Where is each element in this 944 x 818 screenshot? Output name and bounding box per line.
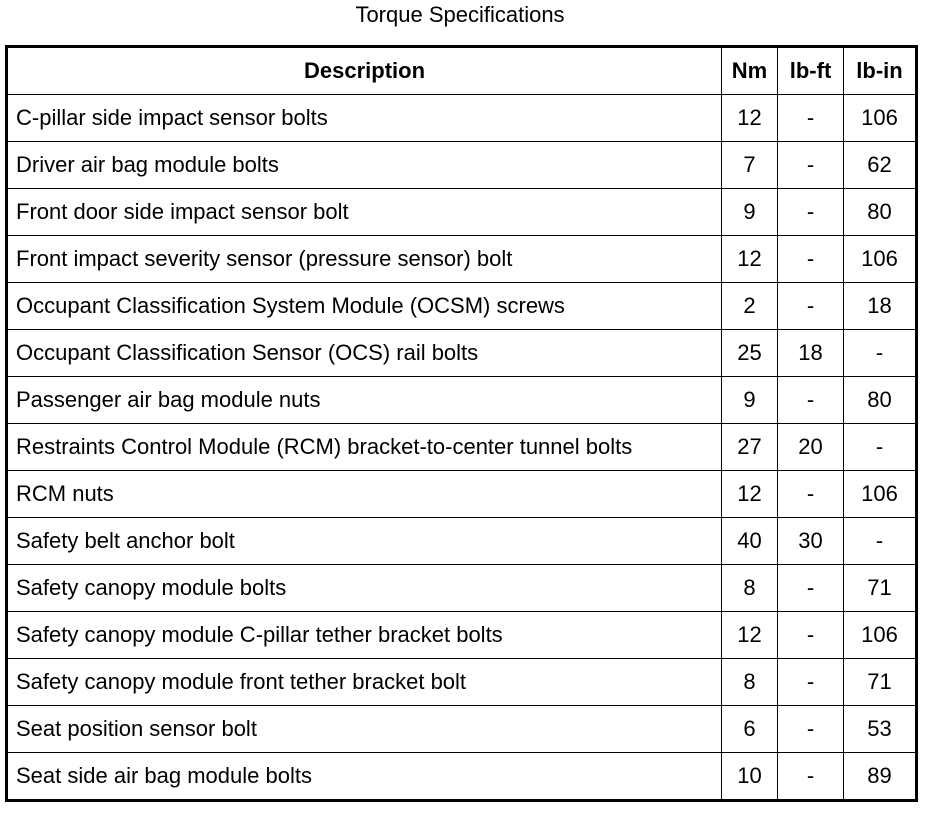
cell-lbft: - bbox=[778, 236, 844, 283]
cell-description: Front door side impact sensor bolt bbox=[7, 189, 722, 236]
table-row bbox=[7, 518, 917, 565]
cell-nm: 2 bbox=[722, 283, 778, 330]
table-row bbox=[7, 471, 917, 518]
cell-lbft: - bbox=[778, 142, 844, 189]
cell-description: Safety canopy module C-pillar tether bracket bolts bbox=[7, 612, 722, 659]
cell-lbft: - bbox=[778, 753, 844, 801]
cell-lbft: - bbox=[778, 189, 844, 236]
page-title: Torque Specifications bbox=[355, 2, 565, 27]
cell-lbft: 20 bbox=[778, 424, 844, 471]
cell-lbin: 89 bbox=[844, 753, 917, 801]
table-row bbox=[7, 377, 917, 424]
cell-lbin: 106 bbox=[844, 95, 917, 142]
table-row bbox=[7, 142, 917, 189]
cell-nm: 40 bbox=[722, 518, 778, 565]
header-description: Description bbox=[7, 47, 722, 95]
header-lbin: lb-in bbox=[844, 47, 917, 95]
torque-spec-table bbox=[5, 45, 918, 802]
cell-description: Restraints Control Module (RCM) bracket-to-center tunnel bolts bbox=[7, 424, 722, 471]
header-nm: Nm bbox=[722, 47, 778, 95]
cell-nm: 12 bbox=[722, 612, 778, 659]
cell-nm: 12 bbox=[722, 236, 778, 283]
cell-description: Safety canopy module front tether bracket bolt bbox=[7, 659, 722, 706]
cell-nm: 12 bbox=[722, 471, 778, 518]
cell-lbin: 106 bbox=[844, 236, 917, 283]
header-lbft: lb-ft bbox=[778, 47, 844, 95]
table-row bbox=[7, 283, 917, 330]
table-header-row bbox=[7, 47, 917, 95]
cell-nm: 9 bbox=[722, 377, 778, 424]
cell-nm: 8 bbox=[722, 659, 778, 706]
cell-description: Driver air bag module bolts bbox=[7, 142, 722, 189]
cell-lbft: - bbox=[778, 471, 844, 518]
cell-lbin: 106 bbox=[844, 612, 917, 659]
cell-lbin: 106 bbox=[844, 471, 917, 518]
cell-description: RCM nuts bbox=[7, 471, 722, 518]
cell-nm: 6 bbox=[722, 706, 778, 753]
cell-lbft: 30 bbox=[778, 518, 844, 565]
cell-nm: 8 bbox=[722, 565, 778, 612]
cell-lbft: - bbox=[778, 95, 844, 142]
cell-lbft: - bbox=[778, 612, 844, 659]
cell-lbin: 18 bbox=[844, 283, 917, 330]
table-row bbox=[7, 236, 917, 283]
table-row bbox=[7, 330, 917, 377]
cell-lbin: - bbox=[844, 424, 917, 471]
cell-lbin: - bbox=[844, 518, 917, 565]
cell-lbft: - bbox=[778, 377, 844, 424]
cell-nm: 25 bbox=[722, 330, 778, 377]
cell-nm: 27 bbox=[722, 424, 778, 471]
cell-lbin: 71 bbox=[844, 659, 917, 706]
cell-lbin: 62 bbox=[844, 142, 917, 189]
cell-lbin: 80 bbox=[844, 377, 917, 424]
table-row bbox=[7, 189, 917, 236]
cell-lbin: 80 bbox=[844, 189, 917, 236]
cell-nm: 7 bbox=[722, 142, 778, 189]
cell-description: Occupant Classification Sensor (OCS) rail bolts bbox=[7, 330, 722, 377]
cell-lbin: - bbox=[844, 330, 917, 377]
cell-description: C-pillar side impact sensor bolts bbox=[7, 95, 722, 142]
table-row bbox=[7, 565, 917, 612]
cell-description: Passenger air bag module nuts bbox=[7, 377, 722, 424]
cell-lbft: - bbox=[778, 565, 844, 612]
cell-description: Seat position sensor bolt bbox=[7, 706, 722, 753]
cell-description: Front impact severity sensor (pressure sensor) bolt bbox=[7, 236, 722, 283]
table-row bbox=[7, 424, 917, 471]
table-row bbox=[7, 753, 917, 801]
table-row bbox=[7, 706, 917, 753]
cell-lbin: 53 bbox=[844, 706, 917, 753]
cell-lbft: - bbox=[778, 706, 844, 753]
cell-description: Occupant Classification System Module (OCSM) screws bbox=[7, 283, 722, 330]
cell-lbft: - bbox=[778, 283, 844, 330]
table-row bbox=[7, 95, 917, 142]
cell-lbft: - bbox=[778, 659, 844, 706]
cell-lbin: 71 bbox=[844, 565, 917, 612]
cell-lbft: 18 bbox=[778, 330, 844, 377]
table-row bbox=[7, 612, 917, 659]
cell-description: Safety belt anchor bolt bbox=[7, 518, 722, 565]
cell-description: Safety canopy module bolts bbox=[7, 565, 722, 612]
cell-description: Seat side air bag module bolts bbox=[7, 753, 722, 801]
table-row bbox=[7, 659, 917, 706]
cell-nm: 9 bbox=[722, 189, 778, 236]
cell-nm: 12 bbox=[722, 95, 778, 142]
cell-nm: 10 bbox=[722, 753, 778, 801]
